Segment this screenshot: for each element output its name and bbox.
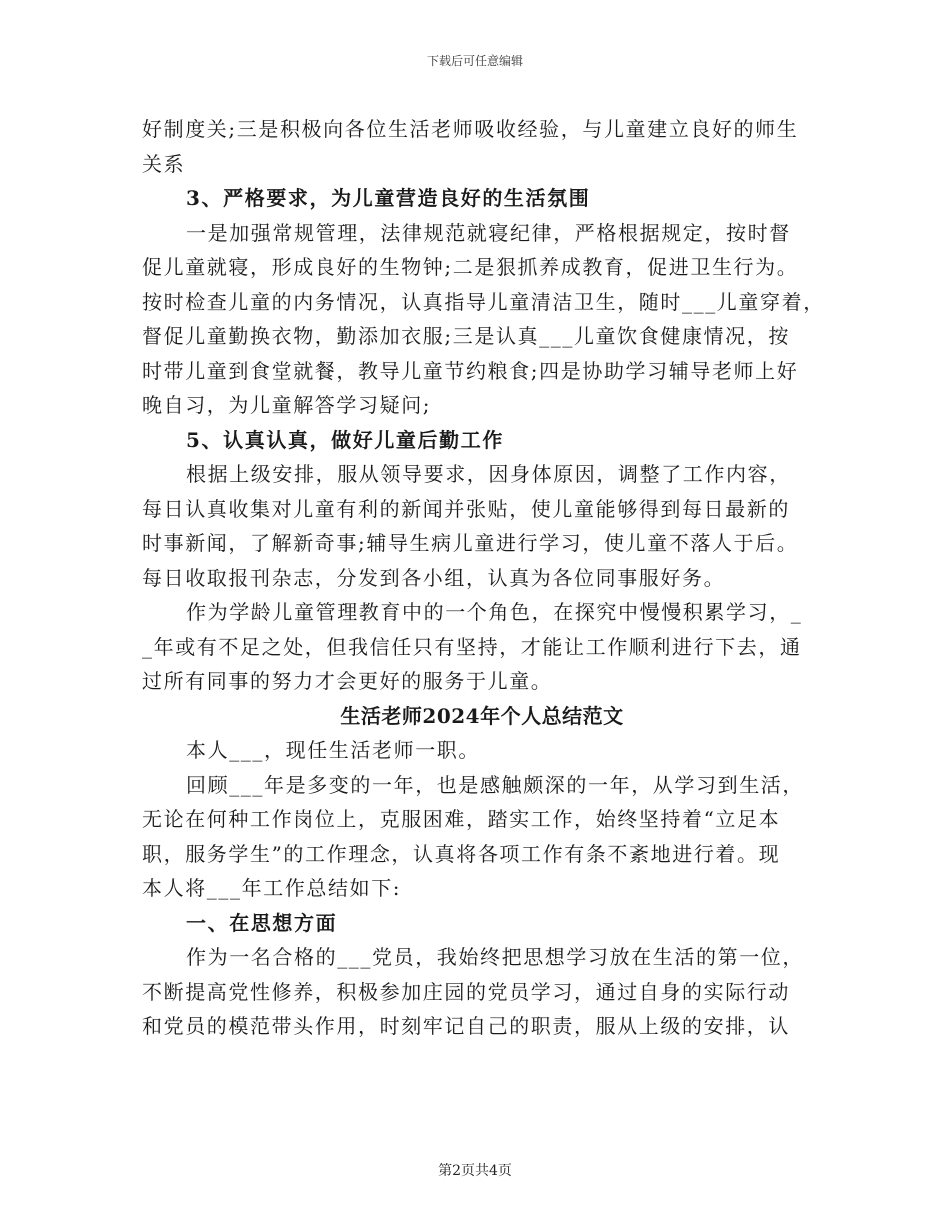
text-line: 作为学龄儿童管理教育中的一个角色，在探究中慢慢积累学习，_ <box>186 600 803 624</box>
text-line: 作为一名合格的___党员，我始终把思想学习放在生活的第一位， <box>186 945 804 969</box>
text-line: 每日认真收集对儿童有利的新闻并张贴，使儿童能够得到每日最新的 <box>142 496 790 521</box>
text-line: 本人将___年工作总结如下: <box>142 876 402 900</box>
section-heading: 3、严格要求，为儿童营造良好的生活氛围 <box>186 186 591 210</box>
text-line: 一是加强常规管理，法律规范就寝纪律，严格根据规定，按时督 <box>186 220 791 245</box>
text-line: 不断提高党性修养，积极参加庄园的党员学习，通过自身的实际行动 <box>142 979 790 1004</box>
text-line: 本人___，现任生活老师一职。 <box>186 738 480 762</box>
page-header: 下载后可任意编辑 <box>426 54 523 68</box>
text-line: 促儿童就寝，形成良好的生物钟;二是狠抓养成教育，促进卫生行为。 <box>142 255 799 279</box>
text-line: 回顾___年是多变的一年，也是感触颇深的一年，从学习到生活， <box>186 772 804 797</box>
text-line: 根据上级安排，服从领导要求，因身体原因，调整了工作内容， <box>186 462 791 486</box>
page-footer: 第2页共4页 <box>438 1163 512 1179</box>
text-line: 督促儿童勤换衣物，勤添加衣服;三是认真___儿童饮食健康情况，按 <box>142 324 790 348</box>
text-line: 时带儿童到食堂就餐，教导儿童节约粮食;四是协助学习辅导老师上好 <box>142 358 799 383</box>
text-line: 职，服务学生”的工作理念，认真将各项工作有条不紊地进行着。现 <box>142 841 781 866</box>
text-line: 无论在何种工作岗位上，克服困难，踏实工作，始终坚持着“立足本 <box>142 807 781 831</box>
document-body <box>142 112 825 1044</box>
text-line: 关系 <box>142 151 186 176</box>
text-line: 晚自习，为儿童解答学习疑问; <box>142 393 432 417</box>
text-line: 过所有同事的努力才会更好的服务于儿童。 <box>142 669 553 693</box>
section-heading: 生活老师2024年个人总结范文 <box>340 703 624 728</box>
text-line: 按时检查儿童的内务情况，认真指导儿童清洁卫生，随时___儿童穿着， <box>142 289 825 314</box>
text-line: 每日收取报刊杂志，分发到各小组，认真为各位同事服好务。 <box>142 565 726 590</box>
text-line: _年或有不足之处，但我信任只有坚持，才能让工作顺利进行下去，通 <box>142 634 802 659</box>
section-heading: 一、在思想方面 <box>186 910 338 935</box>
text-line: 时事新闻，了解新奇事;辅导生病儿童进行学习，使儿童不落人于后。 <box>142 531 799 555</box>
text-line: 好制度关;三是积极向各位生活老师吸收经验，与儿童建立良好的师生 <box>142 117 799 141</box>
section-heading: 5、认真认真，做好儿童后勤工作 <box>186 427 504 452</box>
text-line: 和党员的模范带头作用，时刻牢记自己的职责，服从上级的安排，认 <box>142 1014 790 1038</box>
